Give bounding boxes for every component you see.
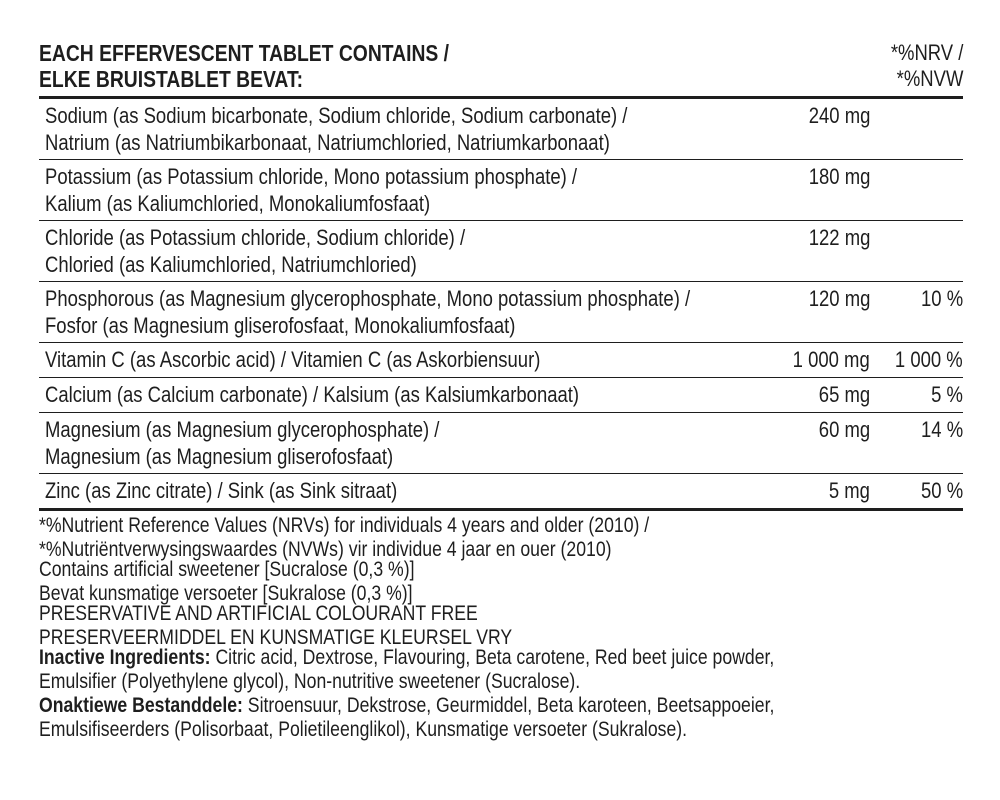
preservative-statement	[39, 602, 512, 650]
nutrient-name-line2: Natrium (as Natriumbikarbonaat, Natriumchloried, Natriumkarbonaat)	[45, 130, 610, 155]
nutrient-name-line1: Chloride (as Potassium chloride, Sodium chloride) /	[45, 225, 466, 250]
table-row	[39, 221, 963, 282]
title-english: EACH EFFERVESCENT TABLET CONTAINS /	[39, 40, 450, 66]
nutrient-name	[45, 102, 627, 156]
nutrient-name-line1: Zinc (as Zinc citrate) / Sink (as Sink sitraat)	[45, 478, 398, 503]
nutrient-name-line2: Fosfor (as Magnesium gliserofosfaat, Monokaliumfosfaat)	[45, 313, 516, 338]
nutrient-name	[45, 477, 397, 504]
nutrient-amount: 122 mg	[808, 225, 870, 250]
nutrient-nrv-percent: 14 %	[920, 417, 963, 442]
ingredients-afrikaans-label: Onaktiewe Bestanddele:	[39, 694, 243, 717]
nutrient-nrv-percent: 5 %	[931, 382, 963, 407]
ingredients-english-label: Inactive Ingredients:	[39, 646, 211, 669]
nutrient-name	[45, 163, 577, 217]
table-title	[39, 40, 449, 92]
ingredients-english-text2: Emulsifier (Polyethylene glycol), Non-nutritive sweetener (Sucralose).	[39, 670, 581, 693]
nutrient-name	[45, 285, 690, 339]
table-row	[39, 160, 963, 221]
nutrient-name-line2: Kalium (as Kaliumchloried, Monokaliumfosfaat)	[45, 191, 431, 216]
table-row	[39, 99, 963, 160]
nutrient-name-line1: Vitamin C (as Ascorbic acid) / Vitamien C (as Askorbiensuur)	[45, 347, 541, 372]
nutrient-nrv-percent: 1 000 %	[895, 347, 963, 372]
preservative-afrikaans: PRESERVEERMIDDEL EN KUNSMATIGE KLEURSEL VRY	[39, 626, 513, 649]
table-row	[39, 282, 963, 343]
nutrient-amount: 120 mg	[808, 286, 870, 311]
nutrient-name	[45, 224, 465, 278]
nutrient-name-line1: Potassium (as Potassium chloride, Mono potassium phosphate) /	[45, 164, 578, 189]
nutrient-nrv-percent: 50 %	[920, 478, 963, 503]
sweetener-statement	[39, 558, 415, 606]
nutrient-table-body	[39, 99, 963, 511]
nrv-footnote	[39, 514, 649, 562]
nutrient-name	[45, 381, 579, 408]
nutrient-amount: 5 mg	[828, 478, 870, 503]
nrv-header-afrikaans: *%NVW	[896, 66, 963, 91]
table-row	[39, 413, 963, 474]
nutrient-name-line1: Calcium (as Calcium carbonate) / Kalsium (as Kalsiumkarbonaat)	[45, 382, 580, 407]
inactive-ingredients	[39, 646, 774, 742]
ingredients-english-line1	[39, 646, 774, 670]
nutrient-name-line1: Magnesium (as Magnesium glycerophosphate) /	[45, 417, 440, 442]
nutrient-name-line1: Sodium (as Sodium bicarbonate, Sodium chloride, Sodium carbonate) /	[45, 103, 628, 128]
footnote-line-afrikaans: *%Nutriëntverwysingswaardes (NVWs) vir individue 4 jaar en ouer (2010)	[39, 538, 612, 561]
table-header	[39, 40, 963, 99]
label-notes	[39, 514, 963, 752]
ingredients-afrikaans-text1: Sitroensuur, Dekstrose, Geurmiddel, Beta karoteen, Beetsappoeier,	[242, 694, 775, 717]
table-row	[39, 343, 963, 378]
table-row	[39, 474, 963, 511]
nutrient-name-line2: Magnesium (as Magnesium gliserofosfaat)	[45, 444, 394, 469]
nrv-column-header	[890, 40, 963, 92]
footnote-line-english: *%Nutrient Reference Values (NRVs) for individuals 4 years and older (2010) /	[39, 514, 650, 537]
ingredients-english-text1: Citric acid, Dextrose, Flavouring, Beta carotene, Red beet juice powder,	[210, 646, 775, 669]
title-afrikaans: ELKE BRUISTABLET BEVAT:	[39, 66, 304, 92]
ingredients-afrikaans-line1	[39, 694, 774, 718]
sweetener-english: Contains artificial sweetener [Sucralose (0,3 %)]	[39, 558, 415, 581]
nutrient-amount: 180 mg	[808, 164, 870, 189]
nutrient-amount: 60 mg	[818, 417, 870, 442]
nutrient-name-line2: Chloried (as Kaliumchloried, Natriumchloried)	[45, 252, 417, 277]
nutrient-name-line1: Phosphorous (as Magnesium glycerophosphate, Mono potassium phosphate) /	[45, 286, 691, 311]
nutrient-name	[45, 346, 540, 373]
nutrient-amount: 240 mg	[808, 103, 870, 128]
table-row	[39, 378, 963, 413]
nutrient-name	[45, 416, 439, 470]
nrv-header-english: *%NRV /	[890, 40, 963, 65]
ingredients-afrikaans-text2: Emulsifiseerders (Polisorbaat, Polietileenglikol), Kunsmatige versoeter (Sukralose).	[39, 718, 688, 741]
sweetener-afrikaans: Bevat kunsmatige versoeter [Sukralose (0,3 %)]	[39, 582, 413, 605]
nutrient-amount: 65 mg	[818, 382, 870, 407]
nutrient-amount: 1 000 mg	[792, 347, 870, 372]
nutrition-label	[39, 40, 963, 511]
nutrient-nrv-percent: 10 %	[920, 286, 963, 311]
preservative-english: PRESERVATIVE AND ARTIFICIAL COLOURANT FREE	[39, 602, 478, 625]
